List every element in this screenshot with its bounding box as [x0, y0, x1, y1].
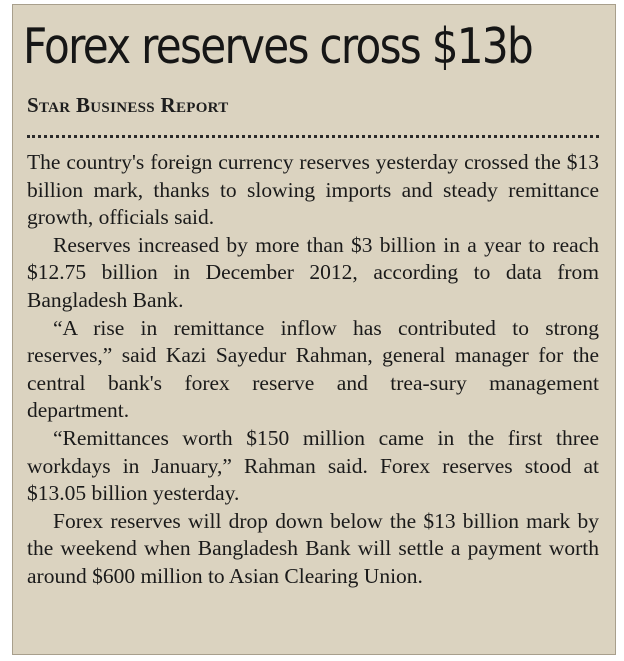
paragraph-2: Reserves increased by more than $3 billion in a year to reach $12.75 billion in December 2012, according to data from Bangladesh Bank. — [27, 232, 599, 312]
news-clipping — [12, 4, 616, 655]
paragraph-5: Forex reserves will drop down below the $13 billion mark by the weekend when Bangladesh Bank will settle a payment worth around $600 million to Asian Clearing Union. — [27, 508, 599, 588]
dotted-divider — [27, 135, 599, 138]
byline: Star Business Report — [27, 93, 229, 117]
paragraph-1: The country's foreign currency reserves yesterday crossed the $13 billion mark, thanks to slowing imports and steady remittance growth, officials said. — [27, 150, 599, 230]
article-body — [27, 149, 599, 591]
paragraph-3: “A rise in remittance inflow has contributed to strong reserves,” said Kazi Sayedur Rahman, general manager for the central bank's forex reserve and trea-sury management department. — [27, 315, 599, 423]
paragraph-4: “Remittances worth $150 million came in the first three workdays in January,” Rahman said. Forex reserves stood at $13.05 billion yesterday. — [27, 425, 599, 506]
headline: Forex reserves cross $13b — [23, 18, 533, 75]
